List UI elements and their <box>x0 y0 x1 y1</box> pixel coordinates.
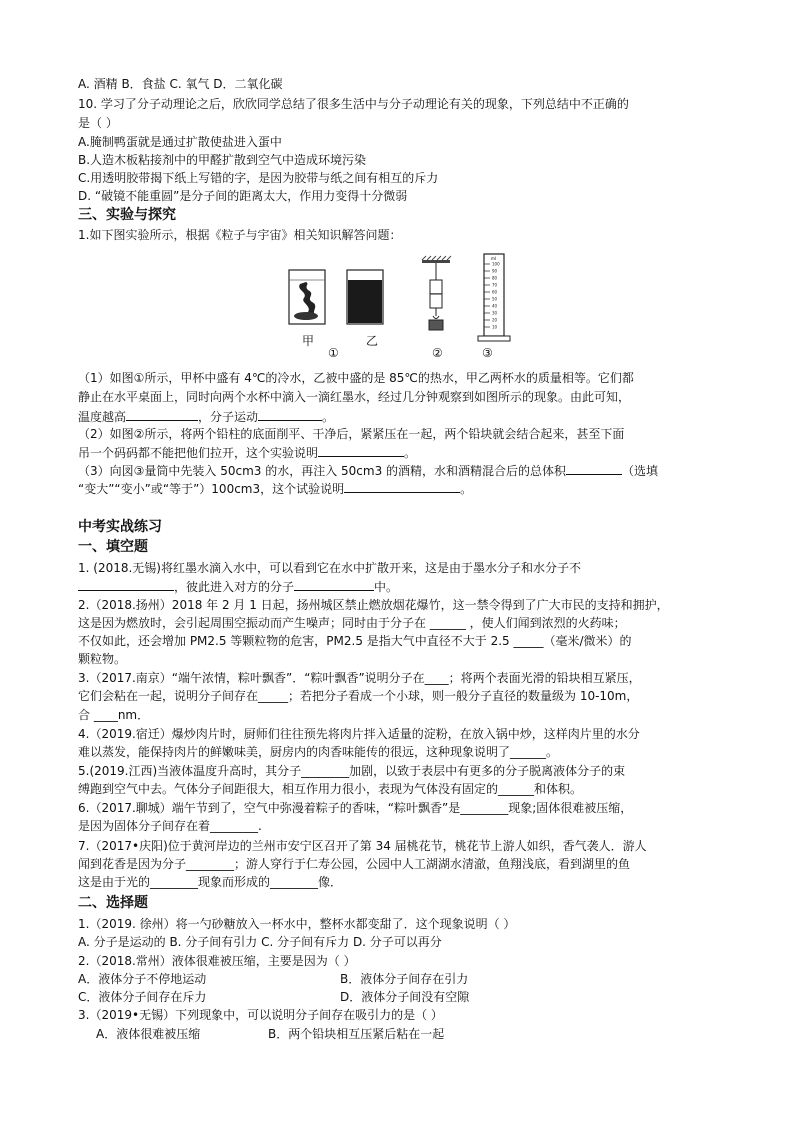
fill-q4-cont: 难以蒸发，能保持肉片的鲜嫩味美，厨房内的肉香味能传的很远，这种现象说明了______。 <box>78 745 559 759</box>
text: 中。 <box>374 580 399 594</box>
answer-blank[interactable] <box>294 578 374 591</box>
label-yi: 乙 <box>366 334 379 348</box>
fill-q2-cont3: 颗粒物。 <box>78 652 127 666</box>
fill-q7: 7.（2017•庆阳)位于黄河岸边的兰州市安宁区召开了第 34 届桃花节，桃花节上游人如织，香气袭人．游人 <box>78 839 647 853</box>
q10-option-c: C.用透明胶带揭下纸上写错的字，是因为胶带与纸之间有相互的斥力 <box>78 171 439 185</box>
text: 温度越高 <box>78 410 127 424</box>
fill-q1-cont <box>78 578 398 596</box>
beaker-yi-icon <box>344 266 386 328</box>
lead-cylinders-icon <box>420 254 452 344</box>
fill-q2: 2.（2018.扬州）2018 年 2 月 1 日起，扬州城区禁止燃放烟花爆竹，这一禁令得到了广大市民的支持和拥护， <box>78 598 669 612</box>
marker-1: ① <box>328 346 339 360</box>
choice-q2: 2.（2018.常州）液体很难被压缩，主要是因为（ ） <box>78 954 356 968</box>
exp-q1-part3-cont <box>78 480 472 498</box>
exp-q1-part2: （2）如图②所示，将两个铅柱的底面削平、干净后，紧紧压在一起，两个铅块就会结合起来，甚至下面 <box>78 427 625 441</box>
fill-q2-cont1: 这是因为燃放时，会引起周围空振动而产生噪声；同时由于分子在 ______ ，使人们闻到浓烈的火药味； <box>78 616 626 630</box>
answer-blank[interactable] <box>318 444 404 457</box>
exp-q1-part3 <box>78 462 658 480</box>
section-heading-experiment: 三、实验与探究 <box>78 207 176 223</box>
text: ，分子运动 <box>198 410 259 424</box>
fill-q1: 1. (2018.无锡)将红墨水滴入水中，可以看到它在水中扩散开来，这是由于墨水分子和水分子不 <box>78 561 581 575</box>
answer-blank[interactable] <box>258 408 322 421</box>
section-heading-fill-blank: 一、填空题 <box>78 539 148 555</box>
cyl-tick-20: 20 <box>492 317 498 323</box>
experiment-figure <box>286 252 526 364</box>
cyl-tick-100: 100 <box>492 261 500 267</box>
fill-q3: 3.（2017.南京）“端午浓情，粽叶飘香”．“粽叶飘香”说明分子在____；将两个表面光滑的铅块相互紧压， <box>78 671 641 685</box>
cyl-tick-30: 30 <box>492 310 498 316</box>
option-b: B．液体分子间存在引力 <box>340 972 469 986</box>
exp-q1-part1-blanks <box>78 408 334 426</box>
fill-q7-cont1: 闻到花香是因为分子________；游人穿行于仁寿公园，公园中人工湖湖水清澈，鱼翔浅底，看到湖里的鱼 <box>78 857 631 871</box>
choice-q2-options-ab <box>78 971 469 988</box>
option-b: B．两个铅块相互压紧后粘在一起 <box>268 1027 445 1041</box>
fill-q4: 4.（2019.宿迁）爆炒肉片时，厨师们往往预先将肉片拌入适量的淀粉，在放入锅中炒，这样肉片里的水分 <box>78 727 640 741</box>
cyl-tick-80: 80 <box>492 275 498 281</box>
q9-options: A. 酒精 B．食盐 C. 氧气 D．二氧化碳 <box>78 77 283 91</box>
cyl-tick-40: 40 <box>492 303 498 309</box>
choice-q1-options: A. 分子是运动的 B. 分子间有引力 C. 分子间有斥力 D. 分子可以再分 <box>78 935 442 949</box>
answer-blank[interactable] <box>344 480 460 493</box>
fill-q2-cont2: 不仅如此，还会增加 PM2.5 等颗粒物的危害，PM2.5 是指大气中直径不大于 2.5 _____（毫米/微米）的 <box>78 634 632 648</box>
q10-option-b: B.人造木板粘接剂中的甲醛扩散到空气中造成环境污染 <box>78 153 367 167</box>
text: 。 <box>322 410 335 424</box>
exp-q1-part2-cont <box>78 444 416 462</box>
label-jia: 甲 <box>302 334 315 348</box>
cyl-tick-70: 70 <box>492 282 498 288</box>
option-a: A．液体很难被压缩 <box>96 1027 201 1041</box>
fill-q5: 5.(2019.江西)当液体温度升高时，其分子________加剧，以致于表层中有更多的分子脱离液体分子的束 <box>78 764 626 778</box>
q10-stem-cont: 是（ ） <box>78 116 118 130</box>
choice-q2-options-cd <box>78 989 470 1006</box>
text: （选填 <box>622 464 659 478</box>
option-a: A．液体分子不停地运动 <box>78 972 207 986</box>
answer-blank[interactable] <box>126 408 198 421</box>
exp-q1-part1: （1）如图①所示，甲杯中盛有 4℃的冷水，乙被中盛的是 85℃的热水，甲乙两杯水的质量相等。它们都 <box>78 371 634 385</box>
q10-stem: 10. 学习了分子动理论之后，欣欣同学总结了很多生活中与分子动理论有关的现象，下列总结中不正确的 <box>78 97 629 111</box>
answer-blank[interactable] <box>78 578 174 591</box>
fill-q6-cont: 是因为固体分子间存在着________. <box>78 819 262 833</box>
fill-q3-cont2: 合 ____nm． <box>78 708 150 722</box>
fill-q6: 6.（2017.聊城）端午节到了，空气中弥漫着粽子的香味，“粽叶飘香”是________现象;固体很难被压缩， <box>78 801 633 815</box>
text: 。 <box>404 446 417 460</box>
marker-2: ② <box>432 346 443 360</box>
text: ，彼此进入对方的分子 <box>174 580 295 594</box>
q10-option-d: D. “破镜不能重圆”是分子间的距离太大，作用力变得十分微弱 <box>78 189 408 203</box>
section-heading-choice: 二、选择题 <box>78 895 148 911</box>
answer-blank[interactable] <box>566 462 622 475</box>
q10-option-a: A.腌制鸭蛋就是通过扩散使盐进入蛋中 <box>78 135 282 149</box>
text: 。 <box>460 482 473 496</box>
option-d: D．液体分子间没有空隙 <box>340 990 470 1004</box>
text: “变大”“变小”或“等于”）100cm3，这个试验说明 <box>78 482 345 496</box>
cyl-tick-50: 50 <box>492 296 498 302</box>
cyl-tick-10: 10 <box>492 324 498 330</box>
fill-q7-cont2: 这是由于光的________现象而形成的________像． <box>78 875 343 889</box>
text: 吊一个码码都不能把他们拉开，这个实验说明 <box>78 446 319 460</box>
option-c: C．液体分子间存在斥力 <box>78 990 207 1004</box>
cyl-tick-60: 60 <box>492 289 498 295</box>
cylinder-unit: ml <box>491 256 497 261</box>
choice-q1: 1.（2019. 徐州）将一勺砂糖放入一杯水中，整杯水都变甜了．这个现象说明（ ） <box>78 917 516 931</box>
section-title-exam-practice: 中考实战练习 <box>78 519 162 535</box>
choice-q3: 3.（2019•无锡）下列现象中，可以说明分子间存在吸引力的是（ ） <box>78 1008 443 1022</box>
beaker-jia-icon <box>286 266 328 328</box>
text: （3）向図③量筒中先装入 50cm3 的水，再注入 50cm3 的酒精，水和酒精混合后的总体积 <box>78 464 567 478</box>
choice-q3-options <box>96 1026 445 1043</box>
measuring-cylinder-icon <box>474 252 514 344</box>
marker-3: ③ <box>482 346 493 360</box>
exp-q1-stem: 1.如下图实验所示，根据《粒子与宇宙》相关知识解答问题： <box>78 228 402 242</box>
fill-q3-cont1: 它们会粘在一起，说明分子间存在_____；若把分子看成一个小球，则一般分子直径的数量级为 10-10m， <box>78 689 639 703</box>
exp-q1-part1-cont: 静止在水平桌面上，同时向两个水杯中滴入一滴红墨水，经过几分钟观察到如图所示的现象。由此可知， <box>78 390 631 404</box>
cyl-tick-90: 90 <box>492 268 498 274</box>
fill-q5-cont: 缚跑到空气中去。气体分子间距很大，相互作用力很小，表现为气体没有固定的______和体积。 <box>78 782 583 796</box>
